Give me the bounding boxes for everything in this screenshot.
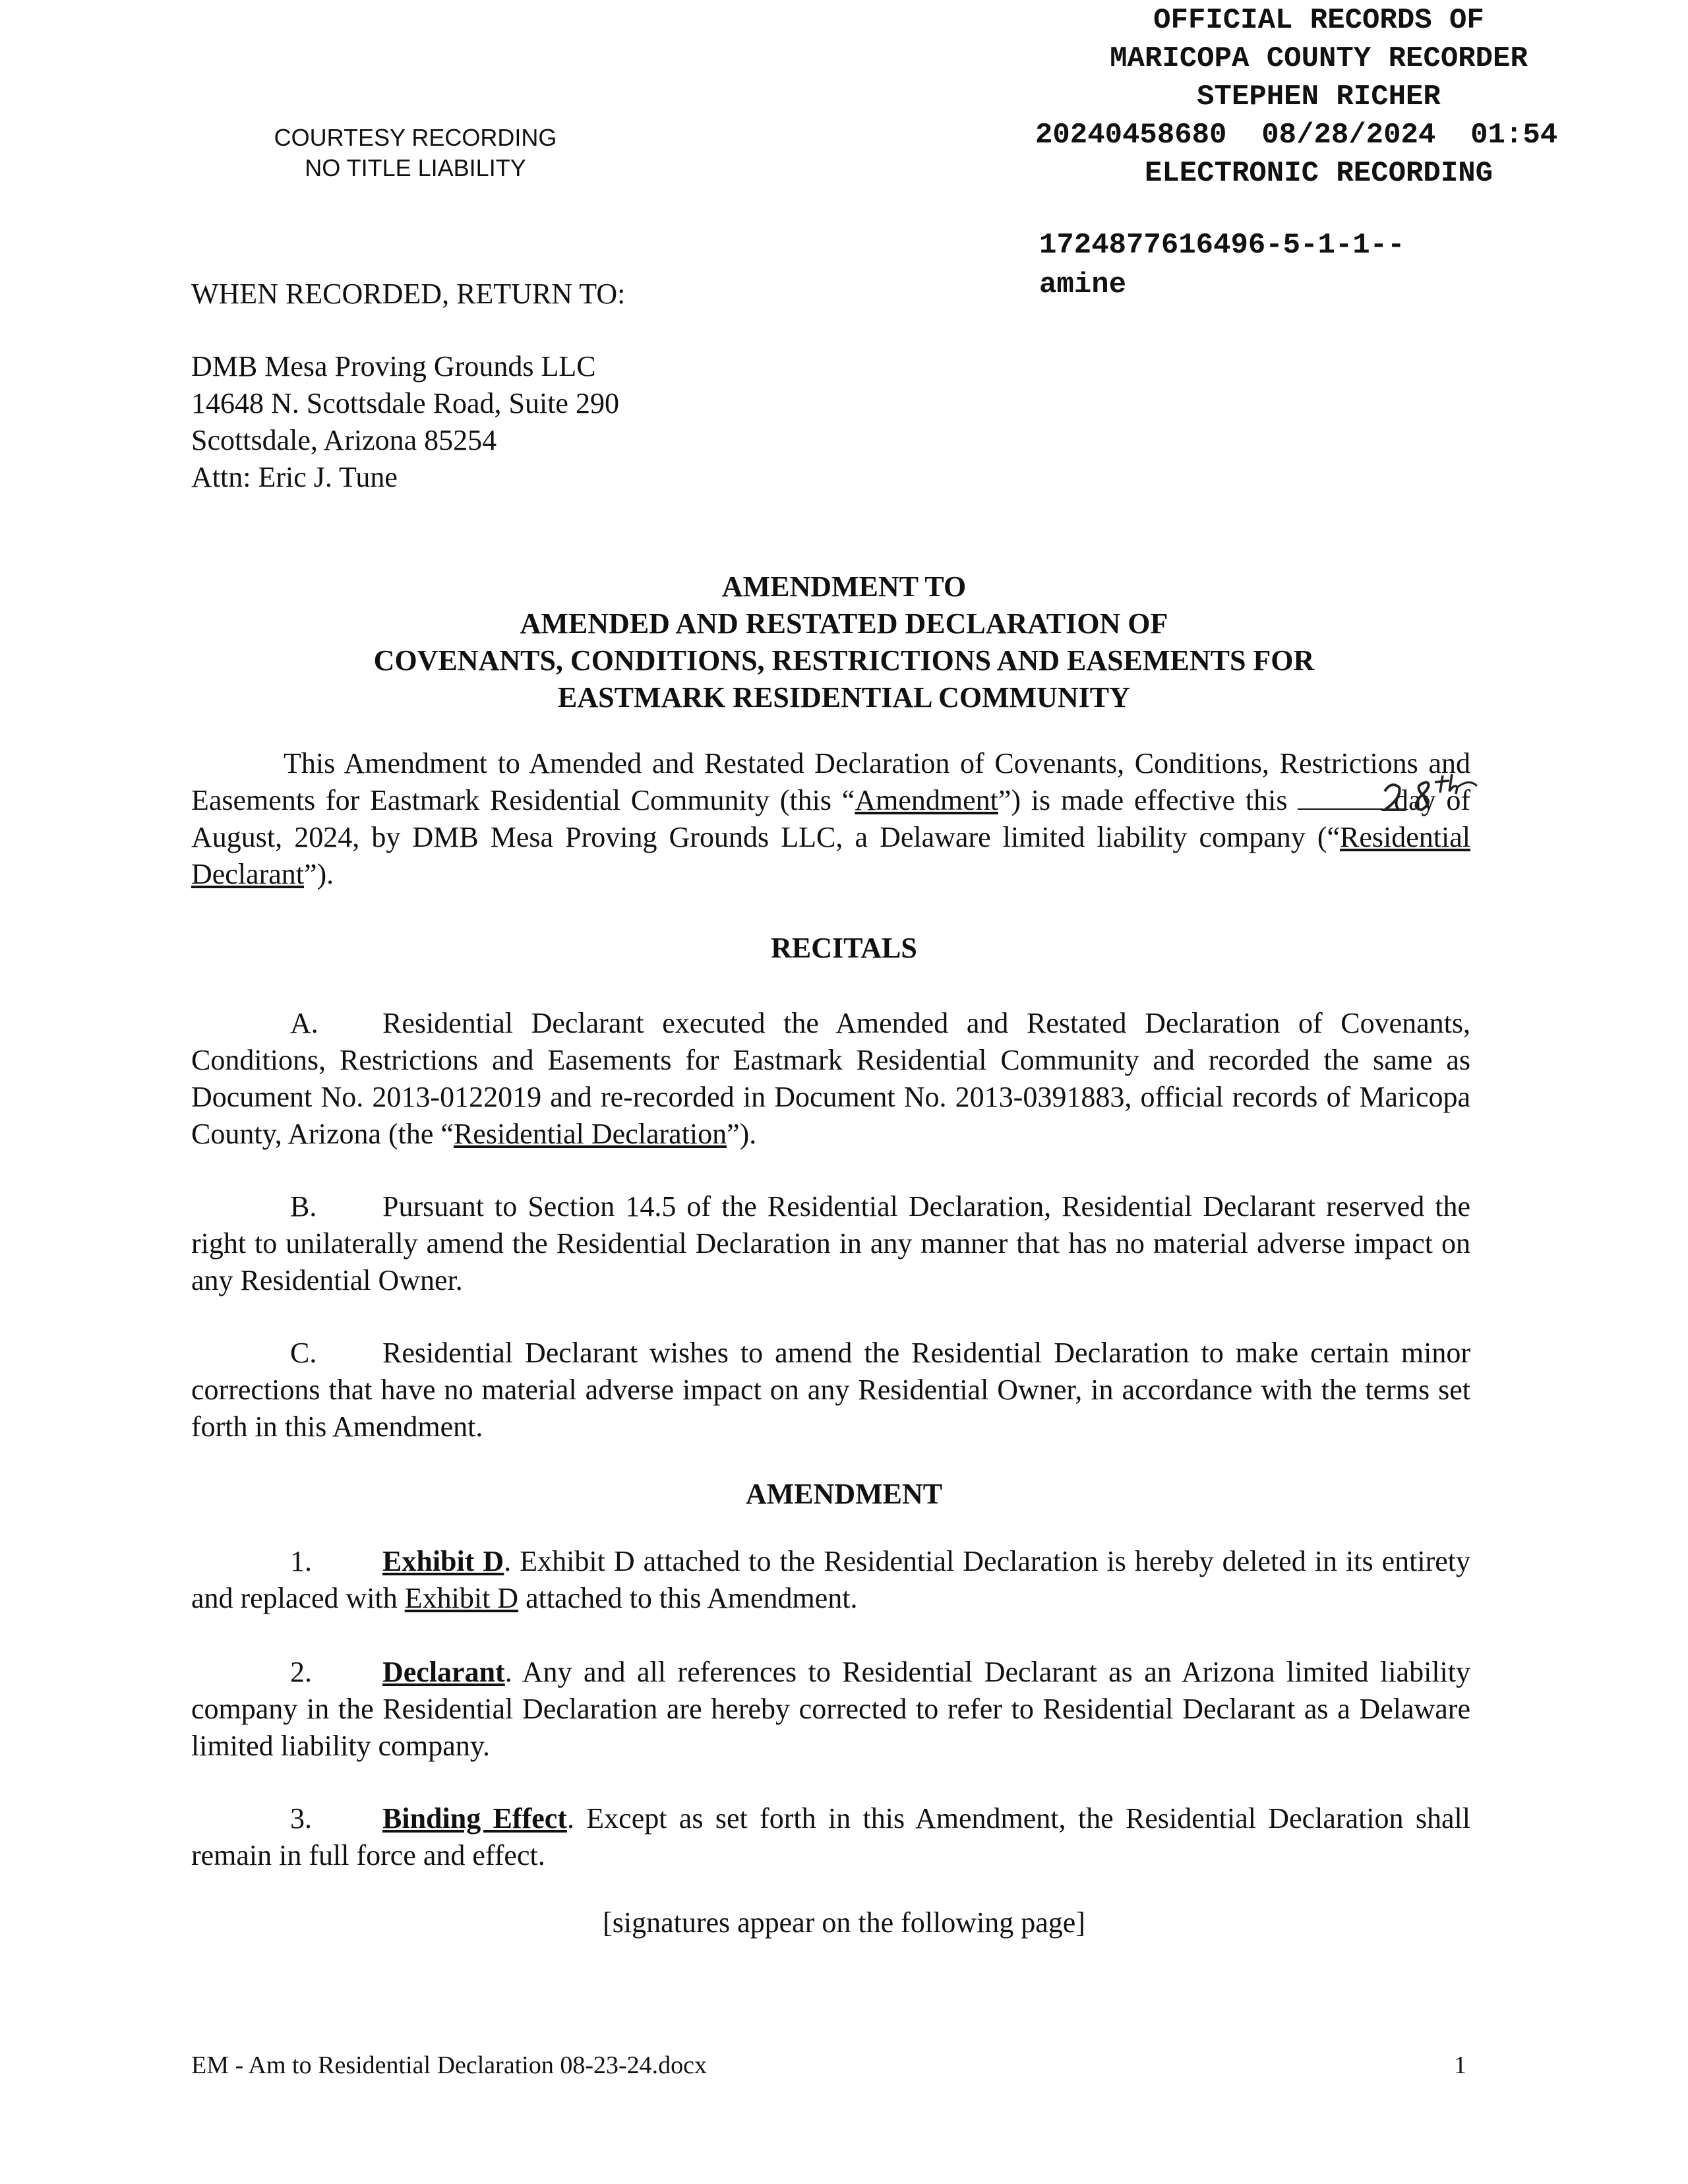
intro-text-2: ”) is made effective this xyxy=(998,784,1298,816)
recital-a-text-end: ”). xyxy=(727,1118,757,1150)
amendment-2-title: Declarant xyxy=(382,1656,505,1688)
footer-file-name: EM - Am to Residential Declaration 08-23-24.docx xyxy=(191,2051,707,2079)
intro-text-4: ”). xyxy=(304,858,334,890)
amendment-1-text: . Exhibit D attached to the Residential Declaration is hereby deleted in its entirety and replaced with xyxy=(191,1545,1470,1614)
intro-paragraph xyxy=(191,745,1470,893)
return-to-label: WHEN RECORDED, RETURN TO: xyxy=(191,278,626,310)
recital-a-label: A. xyxy=(290,1007,318,1039)
return-city: Scottsdale, Arizona 85254 xyxy=(191,424,497,456)
recording-barcode-id xyxy=(1039,226,1405,305)
amendment-1-label: 1. xyxy=(290,1545,312,1577)
recorder-stamp xyxy=(1029,1,1688,193)
recital-b xyxy=(191,1188,1470,1299)
title-line-1: AMENDMENT TO xyxy=(721,570,967,603)
intro-text-3: day of August, 2024, by DMB Mesa Proving Grounds LLC, a Delaware limited liability company (“ xyxy=(191,784,1470,853)
recital-b-text: Pursuant to Section 14.5 of the Residential Declaration, Residential Declarant reserved the right to unilaterally amend the Residential Declaration in any manner that has no material adverse impact on any Residential Owner. xyxy=(191,1190,1470,1296)
defined-term-residential-declarant: Residential Declarant xyxy=(191,821,1470,890)
amendment-2-text: . Any and all references to Residential Declarant as an Arizona limited liability company in the Residential Declaration are hereby corrected to refer to Residential Declarant as a Delaware limited liability company. xyxy=(191,1656,1470,1762)
recital-b-label: B. xyxy=(290,1190,317,1223)
amendment-3-text: . Except as set forth in this Amendment, the Residential Declaration shall remain in full force and effect. xyxy=(191,1802,1470,1871)
stamp-line-5: ELECTRONIC RECORDING xyxy=(1144,157,1493,190)
amendment-heading: AMENDMENT xyxy=(745,1478,943,1510)
recital-c xyxy=(191,1335,1470,1445)
recital-a-text: Residential Declarant executed the Amended and Restated Declaration of Covenants, Conditions, Restrictions and Easements for Eastmark Residential Community and recorded the same as Document No. 2013-0122019 and re-recorded in Document No. 2013-0391883, official records of Maricopa County, Arizona (the “ xyxy=(191,1007,1470,1150)
amendment-1-text-end: attached to this Amendment. xyxy=(518,1582,858,1614)
handwritten-day-signature xyxy=(1358,772,1490,818)
document-title xyxy=(0,568,1688,716)
barcode-line-2: amine xyxy=(1039,268,1127,301)
stamp-line-3: STEPHEN RICHER xyxy=(1197,80,1441,113)
stamp-line-1: OFFICIAL RECORDS OF xyxy=(1153,4,1484,37)
courtesy-line-2: NO TITLE LIABILITY xyxy=(305,154,526,181)
recital-a xyxy=(191,1005,1470,1153)
return-attn: Attn: Eric J. Tune xyxy=(191,461,398,493)
stamp-recording-number: 20240458680 08/28/2024 01:54 xyxy=(1035,119,1558,152)
return-street: 14648 N. Scottsdale Road, Suite 290 xyxy=(191,387,619,419)
recitals-heading: RECITALS xyxy=(771,932,917,964)
intro-text-1: This Amendment to Amended and Restated Declaration of Covenants, Conditions, Restrictions and Easements for Eastmark Residential Community (this “ xyxy=(191,747,1470,816)
return-name: DMB Mesa Proving Grounds LLC xyxy=(191,350,596,382)
exhibit-d-reference: Exhibit D xyxy=(404,1582,519,1614)
courtesy-recording-notice xyxy=(251,123,580,183)
signatures-note: [signatures appear on the following page] xyxy=(603,1906,1085,1939)
recital-c-text: Residential Declarant wishes to amend the Residential Declaration to make certain minor corrections that have no material adverse impact on any Residential Owner, in accordance with the terms set forth in this Amendment. xyxy=(191,1337,1470,1443)
recital-c-label: C. xyxy=(290,1337,317,1369)
page-number: 1 xyxy=(1454,2051,1466,2079)
title-line-3: COVENANTS, CONDITIONS, RESTRICTIONS AND EASEMENTS FOR xyxy=(373,644,1315,677)
amendment-3-title: Binding Effect xyxy=(382,1802,567,1835)
title-line-2: AMENDED AND RESTATED DECLARATION OF xyxy=(520,607,1168,640)
defined-term-residential-declaration: Residential Declaration xyxy=(453,1118,727,1150)
title-line-4: EASTMARK RESIDENTIAL COMMUNITY xyxy=(558,681,1130,713)
defined-term-amendment: Amendment xyxy=(855,784,998,816)
return-address xyxy=(191,348,619,496)
amendment-1-title: Exhibit D xyxy=(382,1545,504,1577)
barcode-line-1: 1724877616496-5-1-1-- xyxy=(1039,229,1405,262)
amendment-item-2 xyxy=(191,1654,1470,1765)
amendment-2-label: 2. xyxy=(290,1656,312,1688)
amendment-3-label: 3. xyxy=(290,1802,312,1835)
amendment-item-3 xyxy=(191,1800,1470,1874)
amendment-item-1 xyxy=(191,1543,1470,1617)
courtesy-line-1: COURTESY RECORDING xyxy=(274,124,557,151)
stamp-line-2: MARICOPA COUNTY RECORDER xyxy=(1110,42,1528,75)
